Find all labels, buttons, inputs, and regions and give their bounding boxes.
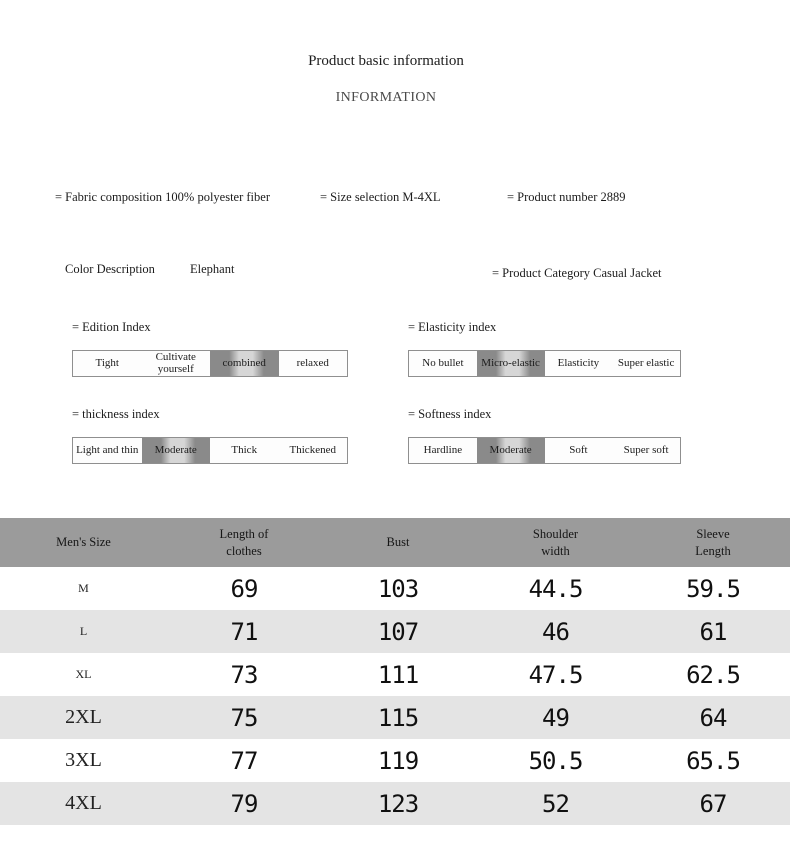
- measurement-value: 123: [377, 789, 419, 818]
- thickness-index-bar: [72, 437, 348, 464]
- size-selection-text: = Size selection M-4XL: [320, 190, 441, 204]
- table-row: [0, 739, 790, 782]
- index-option: Light and thin: [76, 443, 139, 456]
- column-header-label: Sleeve Length: [695, 527, 731, 558]
- measurement-value: 71: [230, 617, 258, 646]
- measurement-value: 103: [377, 574, 419, 603]
- index-option: Hardline: [423, 443, 463, 456]
- edition-index-bar: [72, 350, 348, 377]
- size-label: 4XL: [65, 792, 102, 814]
- color-description-label: Color Description: [65, 262, 155, 276]
- column-header-sleeve: [636, 518, 790, 567]
- measurement-value: 44.5: [528, 574, 583, 603]
- column-header-label: Length of clothes: [219, 527, 269, 558]
- fabric-composition-text: = Fabric composition 100% polyester fiber: [55, 190, 270, 204]
- edition-index-label: = Edition Index: [72, 320, 151, 334]
- measurement-value: 107: [377, 617, 419, 646]
- index-option: Super elastic: [617, 356, 675, 369]
- table-row: [0, 610, 790, 653]
- page-title: Product basic information: [308, 53, 464, 69]
- measurement-value: 75: [230, 703, 258, 732]
- measurement-value: 67: [699, 789, 727, 818]
- table-row: [0, 782, 790, 825]
- index-option: Thickened: [289, 443, 336, 456]
- column-header-shoulder: [475, 518, 636, 567]
- index-option: Tight: [95, 356, 119, 369]
- index-option: relaxed: [296, 356, 329, 369]
- size-table: [0, 518, 790, 825]
- elasticity-index-label: = Elasticity index: [408, 320, 497, 334]
- measurement-value: 79: [230, 789, 258, 818]
- index-option: Soft: [569, 443, 588, 456]
- product-number-text: = Product number 2889: [507, 190, 626, 204]
- measurement-value: 65.5: [686, 746, 740, 775]
- measurement-value: 52: [542, 789, 569, 818]
- index-option: Cultivate yourself: [155, 350, 196, 375]
- index-option: Thick: [231, 443, 258, 456]
- elasticity-index-block: [408, 320, 681, 377]
- index-option: Micro-elastic: [477, 351, 545, 376]
- index-option: Moderate: [142, 438, 211, 463]
- thickness-index-block: [72, 407, 348, 464]
- table-row: [0, 653, 790, 696]
- measurement-value: 111: [377, 660, 419, 689]
- measurement-value: 119: [377, 746, 419, 775]
- measurement-value: 77: [230, 746, 258, 775]
- index-option: Elasticity: [557, 356, 600, 369]
- column-header-size: [0, 518, 167, 567]
- elasticity-index-bar: [408, 350, 681, 377]
- measurement-value: 61: [699, 617, 727, 646]
- measurement-value: 69: [230, 574, 258, 603]
- measurement-value: 62.5: [686, 660, 740, 689]
- page-subtitle: INFORMATION: [335, 90, 437, 105]
- table-row: [0, 696, 790, 739]
- measurement-value: 59.5: [686, 574, 740, 603]
- index-option: No bullet: [422, 356, 464, 369]
- thickness-index-label: = thickness index: [72, 407, 160, 421]
- column-header-label: Bust: [386, 535, 410, 550]
- color-value-text: Elephant: [190, 262, 235, 276]
- measurement-value: 47.5: [528, 660, 583, 689]
- table-row: [0, 567, 790, 610]
- size-label: 3XL: [65, 749, 102, 771]
- column-header-bust: [321, 518, 475, 567]
- softness-index-bar: [408, 437, 681, 464]
- column-header-label: Men's Size: [56, 535, 111, 550]
- size-table-header-row: [0, 518, 790, 567]
- index-option: Moderate: [477, 438, 545, 463]
- measurement-value: 73: [230, 660, 258, 689]
- index-option: combined: [210, 351, 279, 376]
- softness-index-block: [408, 407, 681, 464]
- size-label: 2XL: [65, 706, 102, 728]
- size-label: L: [79, 624, 88, 638]
- measurement-value: 46: [542, 617, 569, 646]
- measurement-value: 50.5: [528, 746, 583, 775]
- column-header-label: Shoulder width: [532, 527, 579, 558]
- column-header-length: [167, 518, 321, 567]
- size-label: M: [78, 581, 89, 595]
- measurement-value: 64: [699, 703, 727, 732]
- size-label: XL: [75, 667, 92, 681]
- product-category-text: = Product Category Casual Jacket: [492, 266, 662, 280]
- index-option: Super soft: [623, 443, 669, 456]
- softness-index-label: = Softness index: [408, 407, 492, 421]
- edition-index-block: [72, 320, 348, 377]
- measurement-value: 115: [377, 703, 419, 732]
- measurement-value: 49: [542, 703, 569, 732]
